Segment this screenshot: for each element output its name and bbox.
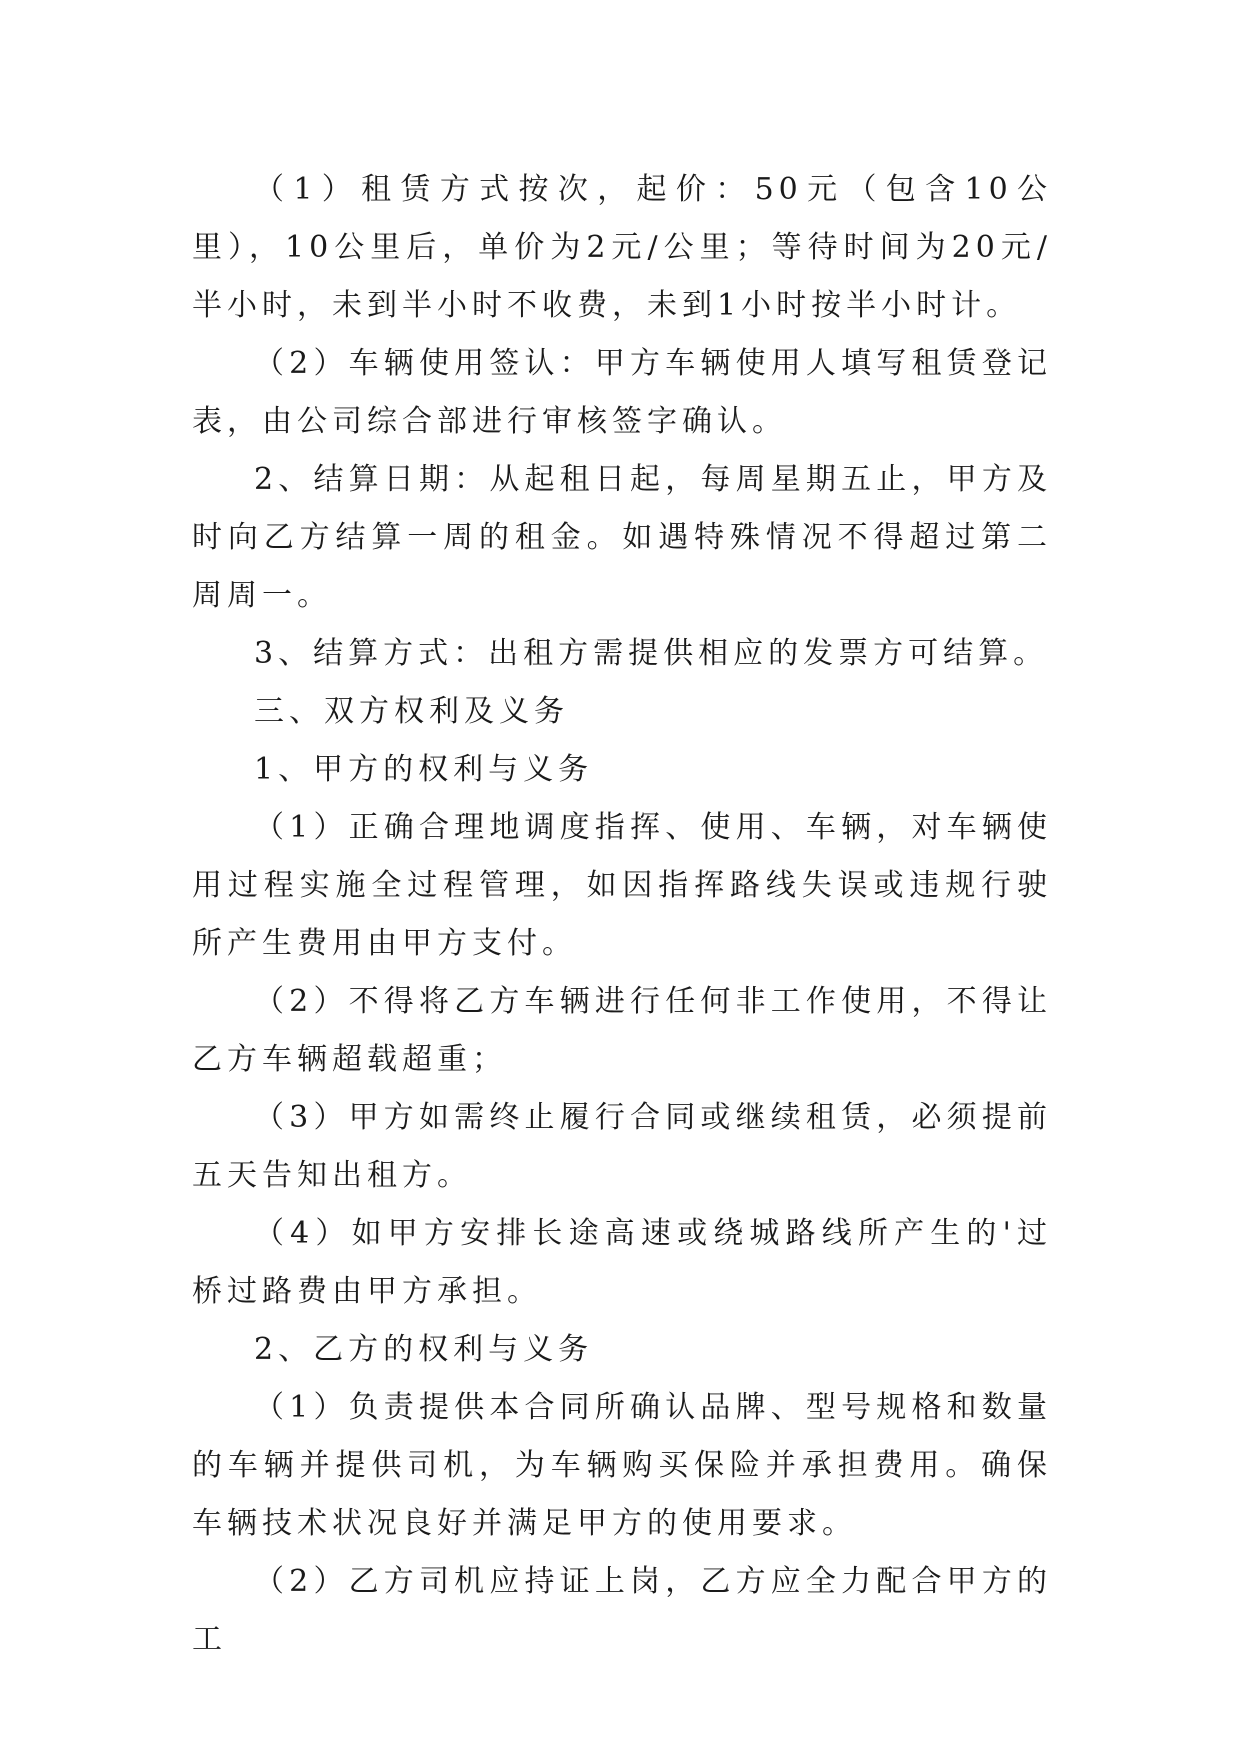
document-body [192,161,1052,1669]
clause-vehicle-signoff: （2）车辆使用签认：甲方车辆使用人填写租赁登记表，由公司综合部进行审核签字确认。 [192,346,1052,439]
section-heading-rights-obligations: 三、双方权利及义务 [254,694,569,729]
party-a-item-4: （4）如甲方安排长途高速或绕城路线所产生的'过桥过路费由甲方承担。 [192,1216,1052,1309]
party-a-item-1: （1）正确合理地调度指挥、使用、车辆，对车辆使用过程实施全过程管理，如因指挥路线失误或违规行驶所产生费用由甲方支付。 [192,810,1052,961]
party-b-item-2: （2）乙方司机应持证上岗，乙方应全力配合甲方的工 [192,1564,1052,1657]
party-a-item-3: （3）甲方如需终止履行合同或继续租赁，必须提前五天告知出租方。 [192,1100,1052,1193]
party-b-item-1: （1）负责提供本合同所确认品牌、型号规格和数量的车辆并提供司机，为车辆购买保险并承担费用。确保车辆技术状况良好并满足甲方的使用要求。 [192,1390,1052,1541]
subsection-heading-party-a: 1、甲方的权利与义务 [254,752,594,787]
subsection-heading-party-b: 2、乙方的权利与义务 [254,1332,594,1367]
clause-rental-method: （1）租赁方式按次，起价：50元（包含10公里），10公里后，单价为2元/公里；等待时间为20元/半小时，未到半小时不收费，未到1小时按半小时计。 [192,172,1052,323]
clause-settlement-date: 2、结算日期：从起租日起，每周星期五止，甲方及时向乙方结算一周的租金。如遇特殊情况不得超过第二周周一。 [192,462,1052,613]
party-a-item-2: （2）不得将乙方车辆进行任何非工作使用，不得让乙方车辆超载超重； [192,984,1052,1077]
clause-settlement-method: 3、结算方式：出租方需提供相应的发票方可结算。 [254,636,1049,671]
